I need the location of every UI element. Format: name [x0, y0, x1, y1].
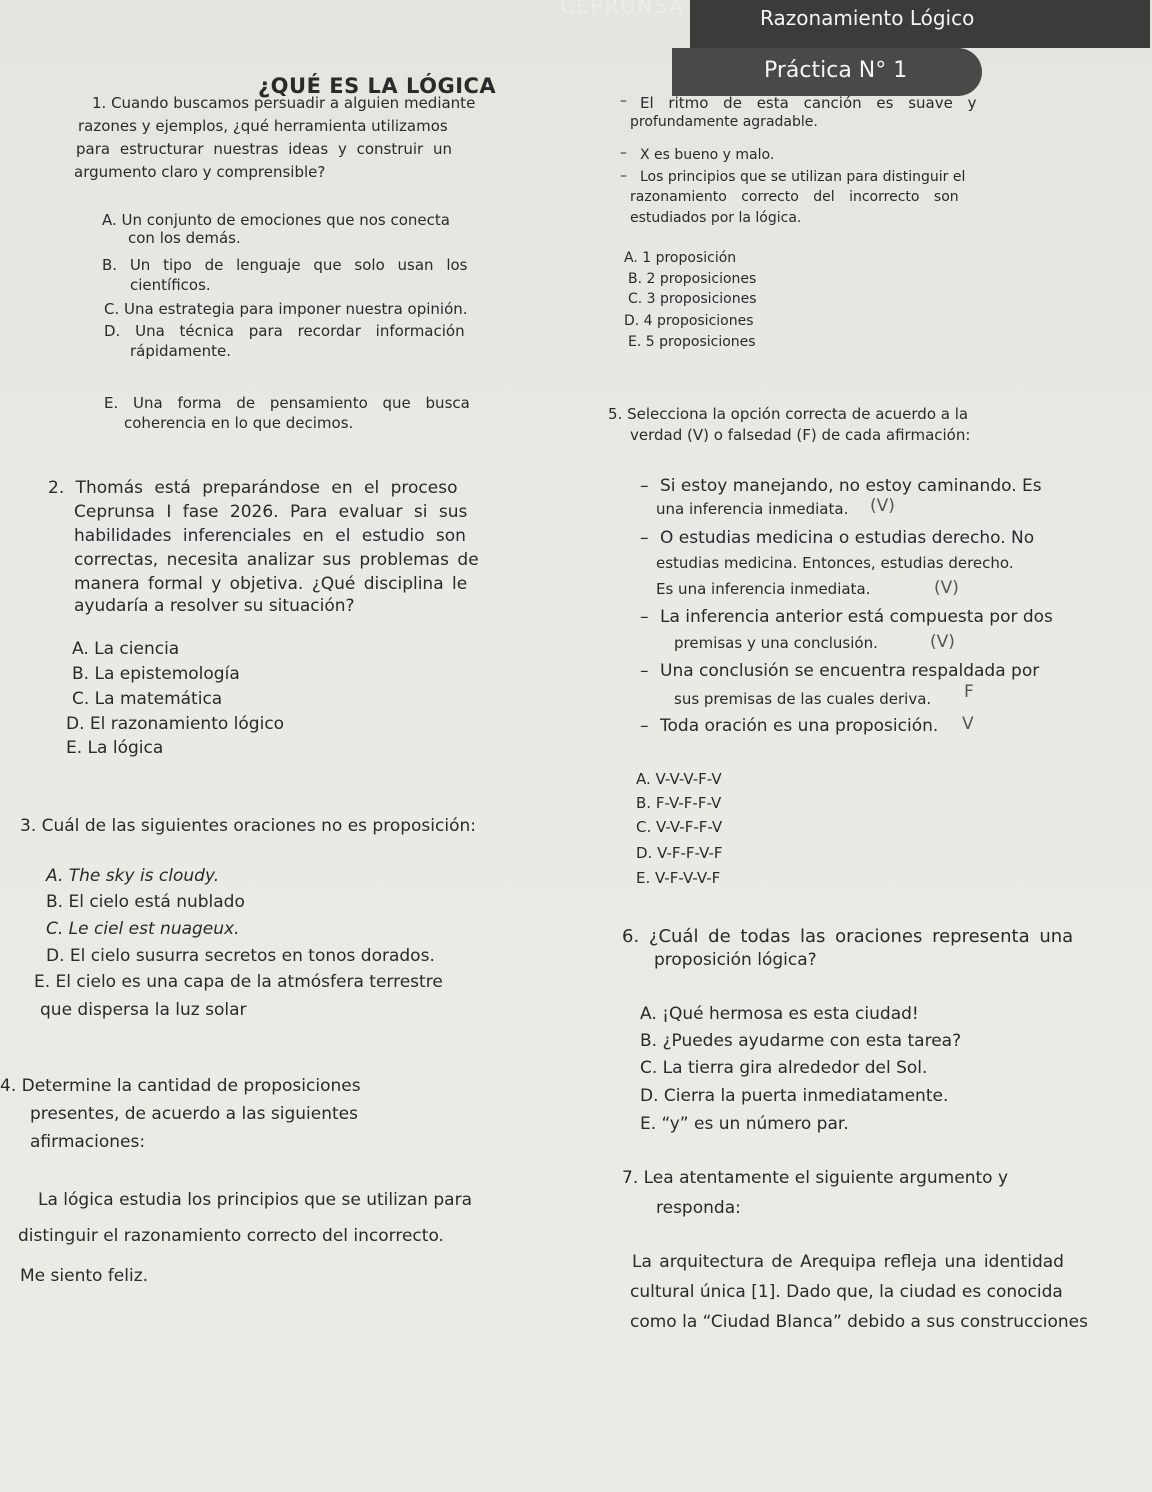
- q1-option-e-cont: coherencia en lo que decimos.: [124, 414, 354, 432]
- dash: –: [640, 716, 649, 736]
- page-title: ¿QUÉ ES LA LÓGICA: [258, 74, 497, 98]
- q1-option-c: C. Una estrategia para imponer nuestra opinión.: [104, 300, 468, 318]
- q4-option-d: D. 4 proposiciones: [624, 313, 754, 329]
- q1-option-b: B. Un tipo de lenguaje que solo usan los: [102, 256, 468, 274]
- q5-option-c: C. V-V-F-F-V: [636, 818, 723, 836]
- dash: –: [620, 145, 627, 161]
- q4-statement-1: La lógica estudia los principios que se utilizan para: [38, 1190, 472, 1210]
- q6-option-d: D. Cierra la puerta inmediatamente.: [640, 1086, 949, 1106]
- q4-statement-4: X es bueno y malo.: [640, 147, 775, 163]
- q4-option-a: A. 1 proposición: [624, 250, 737, 266]
- q3-option-e: E. El cielo es una capa de la atmósfera terrestre: [34, 972, 443, 992]
- q2-stem-cont: habilidades inferenciales en el estudio son: [74, 526, 466, 546]
- q5-item-1-cont: una inferencia inmediata.: [656, 500, 849, 518]
- q1-stem-line: argumento claro y comprensible?: [74, 163, 326, 181]
- q6-option-a: A. ¡Qué hermosa es esta ciudad!: [640, 1004, 919, 1024]
- q1-option-d: D. Una técnica para recordar información: [104, 322, 465, 340]
- q5-item-4-answer-mark: F: [964, 682, 974, 702]
- q1-option-e: E. Una forma de pensamiento que busca: [104, 394, 470, 412]
- q5-stem: 5. Selecciona la opción correcta de acuerdo a la: [608, 405, 969, 423]
- dash: –: [640, 528, 649, 548]
- q4-option-b: B. 2 proposiciones: [628, 271, 757, 287]
- q5-item-2-cont: Es una inferencia inmediata.: [656, 580, 871, 598]
- q4-statement-3-cont: profundamente agradable.: [630, 114, 818, 130]
- q5-item-1: Si estoy manejando, no estoy caminando. Es: [660, 476, 1042, 496]
- q4-stem: 4. Determine la cantidad de proposiciones: [0, 1076, 361, 1096]
- q5-item-4: Una conclusión se encuentra respaldada por: [660, 661, 1040, 681]
- q5-item-1-answer-mark: (V): [870, 496, 895, 516]
- dash: –: [620, 93, 627, 109]
- q6-option-b: B. ¿Puedes ayudarme con esta tarea?: [640, 1031, 962, 1051]
- q2-stem: 2. Thomás está preparándose en el proceso: [48, 478, 458, 498]
- q1-option-b-cont: científicos.: [130, 276, 211, 294]
- q4-stem-cont: presentes, de acuerdo a las siguientes: [30, 1104, 358, 1124]
- q2-option-e: E. La lógica: [66, 738, 164, 758]
- q2-option-d: D. El razonamiento lógico: [66, 714, 285, 734]
- q5-item-5: Toda oración es una proposición.: [660, 716, 939, 736]
- q5-item-2-cont: estudias medicina. Entonces, estudias derecho.: [656, 554, 1014, 572]
- q3-option-d: D. El cielo susurra secretos en tonos dorados.: [46, 946, 435, 966]
- q4-statement-5-cont: estudiados por la lógica.: [630, 210, 802, 226]
- q5-item-4-cont: sus premisas de las cuales deriva.: [674, 690, 932, 708]
- brand-logo: CEPRUNSA: [560, 0, 685, 18]
- q2-stem-cont: correctas, necesita analizar sus problemas de: [74, 550, 479, 570]
- q1-stem-line: 1. Cuando buscamos persuadir a alguien mediante: [92, 94, 476, 112]
- q2-stem-cont: manera formal y objetiva. ¿Qué disciplina le: [74, 574, 468, 594]
- dash: –: [620, 168, 627, 184]
- q1-stem-line: razones y ejemplos, ¿qué herramienta utilizamos: [78, 117, 448, 135]
- q5-option-e: E. V-F-V-V-F: [636, 869, 721, 887]
- q4-statement-1-cont: distinguir el razonamiento correcto del incorrecto.: [18, 1226, 444, 1246]
- q6-option-e: E. “y” es un número par.: [640, 1114, 849, 1134]
- q2-stem-cont: Ceprunsa I fase 2026. Para evaluar si sus: [74, 502, 468, 522]
- dash: –: [640, 661, 649, 681]
- dash: –: [640, 476, 649, 496]
- q4-option-c: C. 3 proposiciones: [628, 291, 757, 307]
- q7-stem-cont: responda:: [656, 1198, 741, 1218]
- q1-option-a-cont: con los demás.: [128, 229, 241, 247]
- q5-item-2-answer-mark: (V): [934, 578, 959, 598]
- q3-option-b: B. El cielo está nublado: [46, 892, 245, 912]
- q4-statement-2: Me siento feliz.: [20, 1266, 149, 1286]
- q1-option-a: A. Un conjunto de emociones que nos conecta: [102, 211, 450, 229]
- q5-item-5-answer-mark: V: [962, 714, 974, 734]
- q6-option-c: C. La tierra gira alrededor del Sol.: [640, 1058, 928, 1078]
- q2-stem-cont: ayudaría a resolver su situación?: [74, 596, 355, 616]
- q6-stem-cont: proposición lógica?: [654, 950, 817, 970]
- q3-option-c: C. Le ciel est nuageux.: [46, 919, 240, 939]
- q5-option-a: A. V-V-V-F-V: [636, 770, 722, 788]
- q5-option-b: B. F-V-F-F-V: [636, 794, 722, 812]
- q5-item-2: O estudias medicina o estudias derecho. No: [660, 528, 1035, 548]
- practice-number: Práctica N° 1: [764, 58, 908, 83]
- q4-statement-5-cont: razonamiento correcto del incorrecto son: [630, 189, 959, 205]
- q5-item-3-answer-mark: (V): [930, 632, 955, 652]
- q2-option-b: B. La epistemología: [72, 664, 240, 684]
- dash: –: [640, 607, 649, 627]
- q4-option-e: E. 5 proposiciones: [628, 334, 756, 350]
- q1-option-d-cont: rápidamente.: [130, 342, 231, 360]
- q5-stem-cont: verdad (V) o falsedad (F) de cada afirmación:: [630, 426, 971, 444]
- q6-stem: 6. ¿Cuál de todas las oraciones representa una: [622, 926, 1074, 947]
- q4-stem-cont: afirmaciones:: [30, 1132, 146, 1152]
- q4-statement-5: Los principios que se utilizan para distinguir el: [640, 169, 966, 185]
- q4-statement-3: El ritmo de esta canción es suave y: [640, 94, 977, 112]
- q7-stem: 7. Lea atentamente el siguiente argumento y: [622, 1168, 1009, 1188]
- q7-passage-line: como la “Ciudad Blanca” debido a sus construcciones: [630, 1312, 1088, 1332]
- q2-option-a: A. La ciencia: [72, 639, 180, 659]
- q3-option-a: A. The sky is cloudy.: [46, 866, 220, 886]
- q7-passage-line: La arquitectura de Arequipa refleja una identidad: [632, 1252, 1064, 1272]
- q1-stem-line: para estructurar nuestras ideas y construir un: [76, 140, 453, 158]
- q2-option-c: C. La matemática: [72, 689, 223, 709]
- q5-item-3-cont: premisas y una conclusión.: [674, 634, 878, 652]
- course-title: Razonamiento Lógico: [760, 6, 975, 30]
- q7-passage-line: cultural única [1]. Dado que, la ciudad es conocida: [630, 1282, 1063, 1302]
- q5-item-3: La inferencia anterior está compuesta por dos: [660, 607, 1053, 627]
- q5-option-d: D. V-F-F-V-F: [636, 844, 723, 862]
- q3-stem: 3. Cuál de las siguientes oraciones no es proposición:: [20, 816, 476, 836]
- q3-option-e-cont: que dispersa la luz solar: [40, 1000, 247, 1020]
